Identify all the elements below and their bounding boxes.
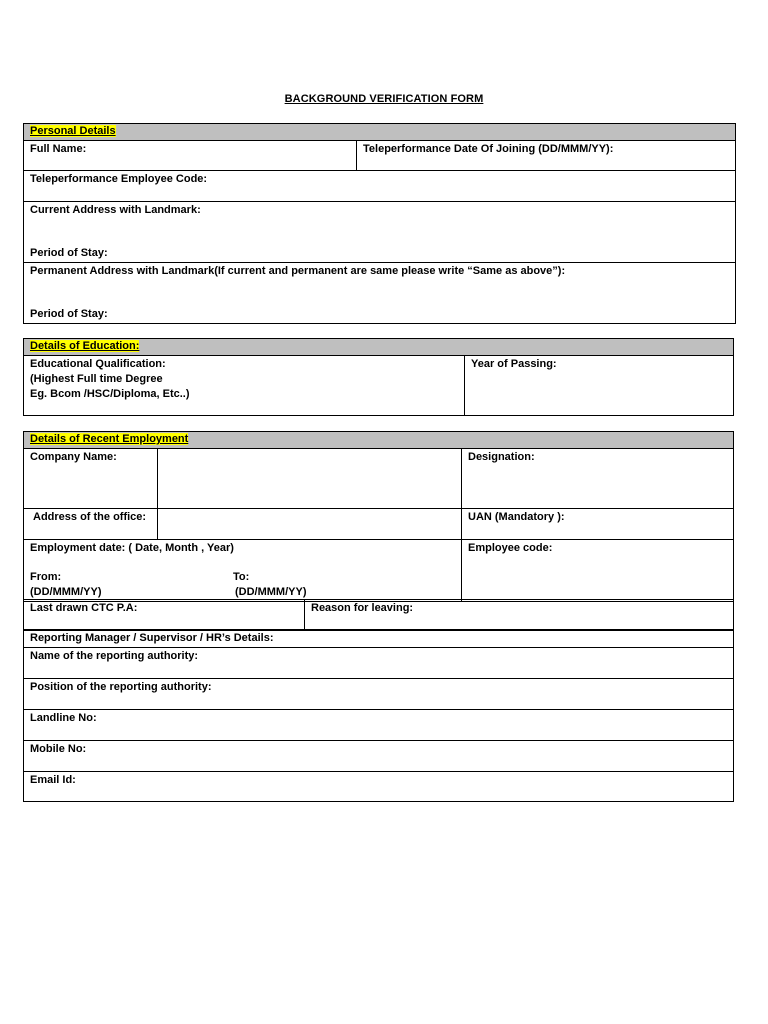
current-period-of-stay-label: Period of Stay: [30, 247, 108, 259]
permanent-address-field[interactable] [24, 263, 736, 324]
qualification-label: Educational Qualification: [30, 358, 166, 370]
office-address-input[interactable] [158, 509, 462, 540]
reporting-name-field[interactable] [24, 648, 734, 679]
year-of-passing-field[interactable] [465, 356, 734, 416]
education-header [24, 339, 734, 356]
reporting-position-label: Position of the reporting authority: [30, 681, 212, 693]
personal-details-header [24, 124, 736, 141]
to-date-label: To: [233, 571, 250, 583]
year-of-passing-label: Year of Passing: [471, 358, 557, 370]
mobile-label: Mobile No: [30, 743, 87, 755]
full-name-label: Full Name: [30, 143, 87, 155]
designation-field[interactable] [462, 449, 734, 509]
personal-details-table [23, 123, 736, 324]
employment-heading: Details of Recent Employment [30, 433, 189, 445]
uan-label: UAN (Mandatory ): [468, 511, 565, 523]
reason-for-leaving-label: Reason for leaving: [311, 602, 414, 614]
reporting-details-header [24, 630, 734, 648]
employment-header [24, 432, 734, 449]
employee-code-recent-label: Employee code: [468, 542, 553, 554]
personal-details-heading: Personal Details [30, 125, 116, 137]
employee-code-field[interactable] [24, 171, 736, 202]
permanent-period-of-stay-label: Period of Stay: [30, 308, 108, 320]
education-table [23, 338, 734, 416]
reporting-position-field[interactable] [24, 679, 734, 710]
permanent-address-label: Permanent Address with Landmark(If current and permanent are same please write “Same as above”): [30, 265, 566, 277]
company-name-field[interactable] [24, 449, 158, 509]
reporting-name-label: Name of the reporting authority: [30, 650, 199, 662]
qualification-hint-degree: (Highest Full time Degree [30, 373, 163, 385]
landline-field[interactable] [24, 710, 734, 741]
email-field[interactable] [24, 772, 734, 802]
landline-label: Landline No: [30, 712, 97, 724]
date-of-joining-field[interactable] [357, 141, 736, 171]
full-name-field[interactable] [24, 141, 357, 171]
mobile-field[interactable] [24, 741, 734, 772]
qualification-hint-example: Eg. Bcom /HSC/Diploma, Etc..) [30, 388, 190, 400]
designation-label: Designation: [468, 451, 535, 463]
reason-for-leaving-field[interactable] [305, 600, 734, 631]
from-date-label: From: [30, 571, 62, 583]
employment-table [23, 431, 734, 602]
employment-date-field[interactable] [24, 540, 462, 602]
date-of-joining-label: Teleperformance Date Of Joining (DD/MMM/YY): [363, 143, 614, 155]
to-date-format: (DD/MMM/YY) [235, 586, 307, 598]
education-heading: Details of Education: [30, 340, 140, 352]
employee-code-label: Teleperformance Employee Code: [30, 173, 208, 185]
ctc-reason-table [23, 599, 734, 631]
office-address-field[interactable] [24, 509, 158, 540]
uan-field[interactable] [462, 509, 734, 540]
employment-date-label: Employment date: ( Date, Month , Year) [30, 542, 234, 554]
company-name-label: Company Name: [30, 451, 117, 463]
email-label: Email Id: [30, 774, 76, 786]
from-date-format: (DD/MMM/YY) [30, 586, 102, 598]
form-title: BACKGROUND VERIFICATION FORM [284, 93, 484, 105]
employee-code-recent-field[interactable] [462, 540, 734, 602]
reporting-table [23, 629, 734, 802]
current-address-label: Current Address with Landmark: [30, 204, 201, 216]
educational-qualification-field[interactable] [24, 356, 465, 416]
company-name-input[interactable] [158, 449, 462, 509]
last-ctc-label: Last drawn CTC P.A: [30, 602, 138, 614]
office-address-label: Address of the office: [33, 511, 147, 523]
reporting-details-label: Reporting Manager / Supervisor / HR’s Details: [30, 632, 274, 644]
current-address-field[interactable] [24, 202, 736, 263]
last-ctc-field[interactable] [24, 600, 305, 631]
